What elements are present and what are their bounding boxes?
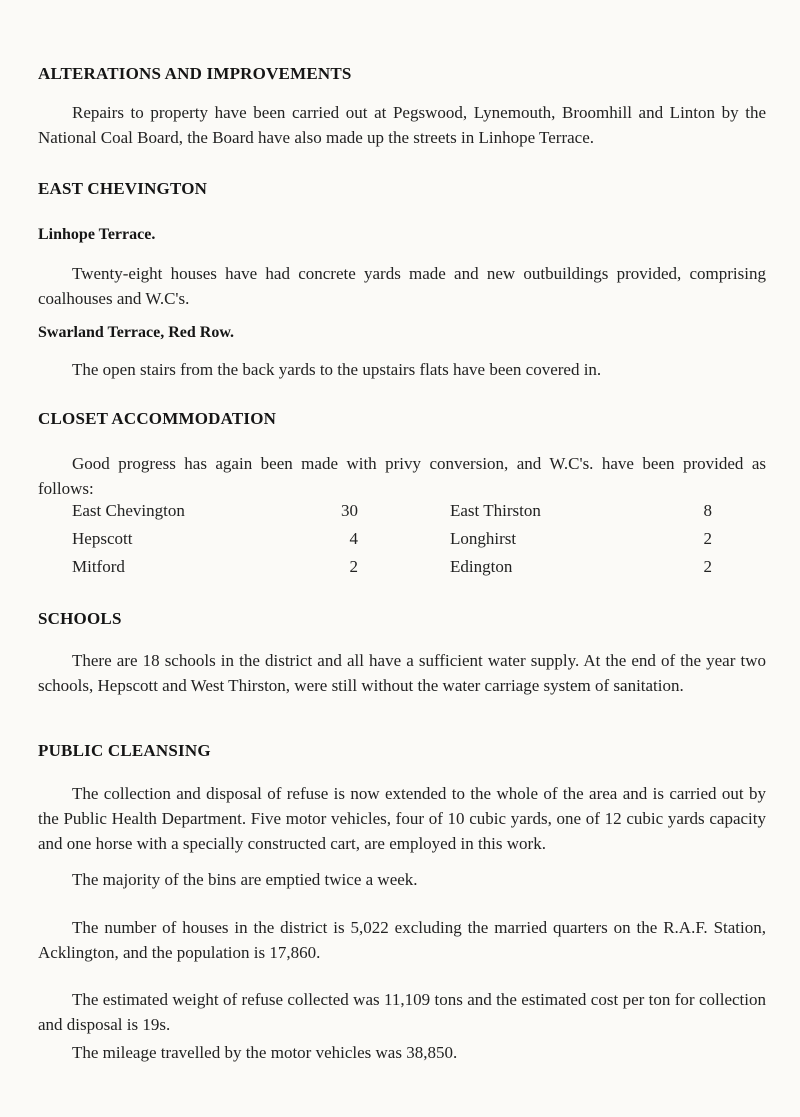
place-name: Hepscott [72, 529, 133, 548]
closet-table-row [72, 557, 712, 582]
cleansing-paragraph-houses: The number of houses in the district is 5,022 excluding the married quarters on the R.A.F. Station, Acklington, and the population is 17,860. [38, 918, 766, 962]
cleansing-paragraph-refuse-weight: The estimated weight of refuse collected was 11,109 tons and the estimated cost per ton for collection and disposal is 19s. [38, 990, 766, 1034]
place-name: East Chevington [72, 501, 185, 520]
alterations-paragraph: Repairs to property have been carried out at Pegswood, Lynemouth, Broomhill and Linton by the National Coal Board, the Board have also made up the streets in Linhope Terrace. [38, 103, 766, 147]
place-name: Edington [450, 557, 513, 576]
cleansing-paragraph-mileage: The mileage travelled by the motor vehicles was 38,850. [72, 1043, 458, 1062]
cleansing-paragraph-collection: The collection and disposal of refuse is now extended to the whole of the area and is carried out by the Public Health Department. Five motor vehicles, four of 10 cubic yards, one of 12 cubic yards capacity and one horse with a specially constructed cart, are employed in this work. [38, 784, 766, 853]
alterations-heading: ALTERATIONS AND IMPROVEMENTS [38, 64, 352, 83]
closet-table-row [72, 501, 712, 526]
linhope-terrace-heading: Linhope Terrace. [38, 226, 156, 243]
swarland-terrace-heading: Swarland Terrace, Red Row. [38, 324, 234, 341]
place-name: Mitford [72, 557, 125, 576]
closet-accommodation-heading: CLOSET ACCOMMODATION [38, 409, 277, 428]
swarland-terrace-paragraph: The open stairs from the back yards to the upstairs flats have been covered in. [72, 360, 602, 379]
conversion-count: 2 [349, 557, 358, 576]
closet-table-row [72, 529, 712, 554]
conversion-count: 2 [703, 529, 712, 548]
public-cleansing-heading: PUBLIC CLEANSING [38, 741, 211, 760]
place-name: East Thirston [450, 501, 541, 520]
schools-heading: SCHOOLS [38, 609, 122, 628]
schools-paragraph: There are 18 schools in the district and all have a sufficient water supply. At the end of the year two schools, Hepscott and West Thirston, were still without the water carriage system of sanitation. [38, 651, 766, 695]
place-name: Longhirst [450, 529, 517, 548]
cleansing-paragraph-bins: The majority of the bins are emptied twice a week. [72, 870, 418, 889]
east-chevington-heading: EAST CHEVINGTON [38, 179, 208, 198]
linhope-terrace-paragraph: Twenty-eight houses have had concrete yards made and new outbuildings provided, comprising coalhouses and W.C's. [38, 264, 766, 308]
conversion-count: 30 [341, 501, 358, 520]
closet-accommodation-paragraph: Good progress has again been made with privy conversion, and W.C's. have been provided as follows: [38, 454, 766, 498]
conversion-count: 8 [703, 501, 712, 520]
conversion-count: 4 [349, 529, 358, 548]
conversion-count: 2 [703, 557, 712, 576]
